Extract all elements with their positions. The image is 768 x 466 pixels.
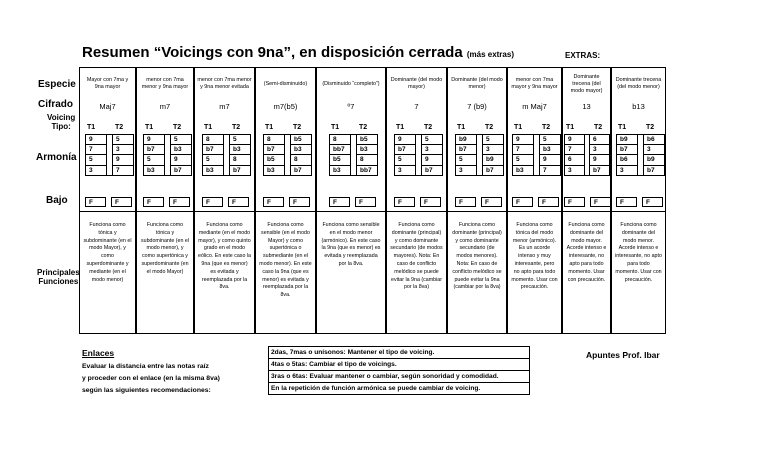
especie-text: menor con 7ma menor y 9na mayor <box>141 77 189 90</box>
especie-text: Dominante (del modo mayor) <box>390 77 443 90</box>
voicing-row <box>565 135 610 145</box>
bajo-t1: F <box>616 197 637 207</box>
t1-note: 5 <box>203 155 224 165</box>
t2-note: b7 <box>590 165 610 175</box>
t1-note: 6 <box>565 155 585 165</box>
t1-note: 3 <box>395 165 416 175</box>
voicing-row <box>144 155 192 165</box>
funcion-text: Funciona como sensible (en el modo Mayor) y como supertónica o submediante (en el modo menor). En este caso la 9na (que es menor) es evitada y reemplazada por la 8va. <box>259 222 312 299</box>
t2-note: 8 <box>291 155 312 165</box>
t1-note: 7 <box>565 145 585 155</box>
t2-note: 9 <box>590 155 610 165</box>
t1-note: 9 <box>395 135 416 145</box>
row-label-funciones-text: Funciones <box>38 277 79 286</box>
t1-header: T1 <box>566 124 575 131</box>
t1-note: b7 <box>617 145 638 155</box>
voicing-grid <box>263 134 312 176</box>
t1-note: b7 <box>264 145 285 155</box>
t2-note: b3 <box>357 145 378 155</box>
bajo-t2: F <box>289 197 310 207</box>
t1-note: 5 <box>513 155 534 165</box>
voicing-row <box>203 155 251 165</box>
title-main: Resumen “Voicings con 9na”, en disposición cerrada <box>82 44 463 61</box>
bajo-t1: F <box>329 197 350 207</box>
bajo-t1: F <box>263 197 284 207</box>
rule-cell: En la repetición de función armónica se puede cambiar de voicing. <box>269 383 530 395</box>
bajo-t2: F <box>111 197 132 207</box>
voicing-row <box>395 155 443 165</box>
cifrado-text: b13 <box>632 102 645 111</box>
voicing-row <box>203 165 251 175</box>
funcion-text: Funciona como tónica y subdominante (en el modo menor), y como supertónica y superdominante (en el modo Mayor) <box>141 222 189 275</box>
voicing-row <box>144 135 192 145</box>
bajo-t2: F <box>169 197 190 207</box>
voicing-row <box>86 135 134 145</box>
bajo-t2: F <box>538 197 559 207</box>
bajo-t1: F <box>85 197 106 207</box>
chord-column <box>386 67 447 334</box>
voicing-row <box>617 145 665 155</box>
voicing-row <box>456 145 504 155</box>
voicing-row <box>456 135 504 145</box>
chord-column <box>136 67 194 334</box>
rule-cell: 3ras o 6tas: Evaluar mantener o cambiar, según sonoridad y comodidad. <box>269 371 530 383</box>
voicing-grid <box>329 134 378 176</box>
voicing-grid <box>394 134 443 176</box>
cifrado-text: º7 <box>347 102 355 111</box>
t2-note: b7 <box>644 165 665 175</box>
row-label-armonia: Armonía <box>36 152 77 163</box>
chord-column <box>507 67 562 334</box>
voicing-row <box>264 145 312 155</box>
title-subtitle: (más extras) <box>466 50 514 59</box>
bajo-t2: F <box>420 197 441 207</box>
voicing-row <box>330 135 378 145</box>
bajo-t1: F <box>455 197 476 207</box>
t2-note: 5 <box>422 135 443 145</box>
t1-note: b6 <box>617 155 638 165</box>
t2-note: bb7 <box>357 165 378 175</box>
t1-header: T1 <box>204 124 213 131</box>
t2-header: T2 <box>646 124 655 131</box>
t2-note: 5 <box>113 135 134 145</box>
bajo-t2: F <box>355 197 376 207</box>
t2-note: b3 <box>291 145 312 155</box>
t2-note: b9 <box>644 155 665 165</box>
t2-note: 3 <box>422 145 443 155</box>
t2-note: 7 <box>113 165 134 175</box>
t1-note: b5 <box>264 155 285 165</box>
t2-header: T2 <box>359 124 368 131</box>
t1-note: 9 <box>86 135 107 145</box>
voicing-row <box>264 165 312 175</box>
t1-note: b3 <box>144 165 165 175</box>
t2-note: b7 <box>171 165 192 175</box>
t1-header: T1 <box>457 124 466 131</box>
voicing-row <box>456 165 504 175</box>
t2-note: 5 <box>171 135 192 145</box>
page-title <box>82 44 514 61</box>
t2-note: 9 <box>171 155 192 165</box>
t2-note: 3 <box>590 145 610 155</box>
t1-note: 5 <box>86 155 107 165</box>
t1-header: T1 <box>145 124 154 131</box>
t2-note: 3 <box>644 145 665 155</box>
enlaces-line-1: Evaluar la distancia entre las notas raíz <box>82 363 209 370</box>
t1-note: 3 <box>617 165 638 175</box>
t2-header: T2 <box>594 124 603 131</box>
voicing-row <box>513 135 561 145</box>
especie-text: Dominante trecena (del modo menor) <box>615 77 662 90</box>
especie-text: Mayor con 7ma y 9na mayor <box>86 77 129 90</box>
voicing-row <box>456 155 504 165</box>
rule-row <box>269 359 530 371</box>
t1-note: b3 <box>513 165 534 175</box>
t2-note: b7 <box>422 165 443 175</box>
cifrado-text: 7 (b9) <box>467 102 487 111</box>
voicing-row <box>264 155 312 165</box>
t1-note: b3 <box>330 165 351 175</box>
row-label-bajo: Bajo <box>46 195 68 206</box>
voicing-row <box>617 165 665 175</box>
chord-column <box>562 67 611 334</box>
cifrado-text: m7 <box>219 102 230 111</box>
t1-note: 9 <box>144 135 165 145</box>
t2-note: 5 <box>230 135 251 145</box>
cifrado-text: m7 <box>159 102 171 111</box>
enlaces-line-2: y proceder con el enlace (en la misma 8va) <box>82 375 220 382</box>
voicing-row <box>513 155 561 165</box>
t2-note: b5 <box>357 135 378 145</box>
t2-note: 5 <box>483 135 504 145</box>
voicing-grid <box>455 134 504 176</box>
funcion-text: Funciona como tónica y subdominante (en el modo Mayor), y como superdominante y mediante (en el modo menor) <box>83 222 132 283</box>
voicing-grid <box>143 134 192 176</box>
credits: Apuntes Prof. Ibar <box>586 350 660 360</box>
especie-text: (Disminuido “completo”) <box>322 80 380 87</box>
t2-note: 5 <box>540 135 561 145</box>
row-label-principales: Principales <box>37 268 80 277</box>
t2-note: 9 <box>540 155 561 165</box>
row-label-especie: Especie <box>38 79 76 90</box>
t2-header: T2 <box>173 124 182 131</box>
voicing-row <box>86 165 134 175</box>
row-label-voicing: Voicing <box>47 113 76 122</box>
cifrado-text: 13 <box>582 102 591 111</box>
t1-note: 8 <box>203 135 224 145</box>
enlaces-rules-table <box>268 346 530 395</box>
t1-note: b5 <box>330 155 351 165</box>
voicing-grid <box>564 134 610 176</box>
bajo-t1: F <box>202 197 223 207</box>
rule-cell: 2das, 7mas o unísonos: Mantener el tipo de voicing. <box>269 347 530 359</box>
t1-note: b9 <box>617 135 638 145</box>
t1-note: 8 <box>330 135 351 145</box>
funcion-text: Funciona como dominante del modo menor. Acorde intenso e interesante, no apto para todo momento. Usar con precaución. <box>615 222 662 283</box>
rule-cell: 4tas o 5tas: Cambiar el tipo de voicings. <box>269 359 530 371</box>
voicing-row <box>395 165 443 175</box>
voicing-row <box>86 145 134 155</box>
t2-note: 3 <box>483 145 504 155</box>
t1-note: 5 <box>456 155 477 165</box>
bajo-t2: F <box>228 197 249 207</box>
bajo-t2: F <box>481 197 502 207</box>
t1-note: b7 <box>395 145 416 155</box>
t1-header: T1 <box>618 124 627 131</box>
bajo-t1: F <box>143 197 164 207</box>
funcion-text: Funciona como mediante (en el modo mayor), y como quinto grado en el modo eólico. En este caso la 9na (que es menor) es evitada y reemplazada por la 8va. <box>198 222 251 291</box>
especie-text: Dominante trecena (del modo mayor) <box>570 73 603 94</box>
voicing-row <box>395 135 443 145</box>
t1-note: 7 <box>513 145 534 155</box>
funcion-text: Funciona como dominante (principal) y como dominante secundario (de modos mayores). Nota: En caso de conflicto melódico se puede evitar la 9na (cambiar por la 8va) <box>390 222 443 291</box>
chord-column <box>316 67 386 334</box>
t2-note: b7 <box>291 165 312 175</box>
voicing-row <box>617 135 665 145</box>
t1-note: 5 <box>144 155 165 165</box>
t2-note: b3 <box>230 145 251 155</box>
t2-header: T2 <box>542 124 551 131</box>
cifrado-text: Maj7 <box>99 102 116 111</box>
t2-note: b3 <box>171 145 192 155</box>
row-label-cifrado: Cifrado <box>38 99 73 110</box>
t1-note: 3 <box>86 165 107 175</box>
voicing-row <box>86 155 134 165</box>
chord-column <box>79 67 136 334</box>
t2-header: T2 <box>424 124 433 131</box>
t2-note: b5 <box>291 135 312 145</box>
voicing-row <box>203 145 251 155</box>
t1-header: T1 <box>331 124 340 131</box>
t2-header: T2 <box>293 124 302 131</box>
voicing-row <box>144 145 192 155</box>
t1-note: b7 <box>203 145 224 155</box>
t1-note: b7 <box>144 145 165 155</box>
t2-note: 8 <box>230 155 251 165</box>
especie-text: menor con 7ma mayor y 9na mayor <box>511 77 558 90</box>
t1-note: 8 <box>264 135 285 145</box>
t1-note: bb7 <box>330 145 351 155</box>
row-label-tipo: Tipo: <box>51 122 71 131</box>
t1-note: 7 <box>86 145 107 155</box>
t2-header: T2 <box>232 124 241 131</box>
t2-note: 9 <box>113 155 134 165</box>
t1-header: T1 <box>87 124 96 131</box>
t1-note: b3 <box>203 165 224 175</box>
voicing-row <box>565 165 610 175</box>
chord-column <box>255 67 316 334</box>
t2-note: 3 <box>113 145 134 155</box>
t1-note: b3 <box>264 165 285 175</box>
t2-note: b7 <box>230 165 251 175</box>
voicing-grid <box>616 134 665 176</box>
t2-note: b6 <box>644 135 665 145</box>
voicing-row <box>513 145 561 155</box>
bajo-t1: F <box>512 197 533 207</box>
t2-header: T2 <box>115 124 124 131</box>
t2-note: 9 <box>422 155 443 165</box>
cifrado-text: 7 <box>414 102 419 111</box>
voicing-row <box>144 165 192 175</box>
t2-note: b3 <box>540 145 561 155</box>
t1-note: 3 <box>565 165 585 175</box>
especie-text: menor con 7ma menor y 9na menor evitada <box>197 77 252 90</box>
bajo-t2: F <box>590 197 611 207</box>
voicing-row <box>513 165 561 175</box>
bajo-t2: F <box>642 197 663 207</box>
chord-column <box>611 67 666 334</box>
t1-note: 9 <box>565 135 585 145</box>
t2-note: 8 <box>357 155 378 165</box>
voicing-grid <box>85 134 134 176</box>
voicing-row <box>395 145 443 155</box>
voicing-row <box>330 145 378 155</box>
voicing-row <box>565 155 610 165</box>
bajo-t1: F <box>394 197 415 207</box>
funcion-text: Funciona como dominante (principal) y como dominante secundario (de modos menores). Nota: En caso de conflicto melódico se puede evitar la 9na (cambiar por la 8va) <box>452 222 502 291</box>
voicing-grid <box>512 134 561 176</box>
voicing-row <box>617 155 665 165</box>
t2-note: b7 <box>483 165 504 175</box>
t1-note: b9 <box>456 135 477 145</box>
cifrado-text: m7(b5) <box>273 102 298 111</box>
rule-row <box>269 347 530 359</box>
t1-note: 3 <box>456 165 477 175</box>
row-label-funciones <box>37 268 80 286</box>
funcion-text: Funciona como sensible en el modo menor (armónico). En este caso la 9na (que es menor) es evitada y reemplazada por la 8va. <box>321 222 381 267</box>
t1-header: T1 <box>514 124 523 131</box>
extras-label: EXTRAS: <box>565 51 601 60</box>
voicing-row <box>330 155 378 165</box>
enlaces-line-3: según las siguientes recomendaciones: <box>82 387 211 394</box>
voicing-row <box>565 145 610 155</box>
rule-row <box>269 371 530 383</box>
rule-row <box>269 383 530 395</box>
funcion-text: Funciona como dominante del modo mayor. Acorde intenso e interesante, no apto para todo momento. Usar con precaución. <box>566 222 607 283</box>
t2-note: 7 <box>540 165 561 175</box>
especie-text: (Semi-disminuido) <box>263 80 308 87</box>
voicing-row <box>203 135 251 145</box>
t1-note: b7 <box>456 145 477 155</box>
chord-column <box>447 67 507 334</box>
t2-note: 6 <box>590 135 610 145</box>
especie-text: Dominante (del modo menor) <box>451 77 503 90</box>
t2-note: b9 <box>483 155 504 165</box>
cifrado-text: m Maj7 <box>522 102 547 111</box>
t1-note: 9 <box>513 135 534 145</box>
t1-header: T1 <box>265 124 274 131</box>
voicing-row <box>330 165 378 175</box>
row-label-voicing-tipo <box>47 113 75 131</box>
t2-header: T2 <box>485 124 494 131</box>
enlaces-heading: Enlaces <box>82 348 115 358</box>
voicing-row <box>264 135 312 145</box>
t1-header: T1 <box>396 124 405 131</box>
chord-column <box>194 67 255 334</box>
voicing-grid <box>202 134 251 176</box>
funcion-text: Funciona como tónica del modo menor (armónico). Es un acorde intenso y muy interesante, pero no apto para todo momento. Usar con precaución. <box>511 222 558 291</box>
t1-note: 5 <box>395 155 416 165</box>
bajo-t1: F <box>564 197 585 207</box>
